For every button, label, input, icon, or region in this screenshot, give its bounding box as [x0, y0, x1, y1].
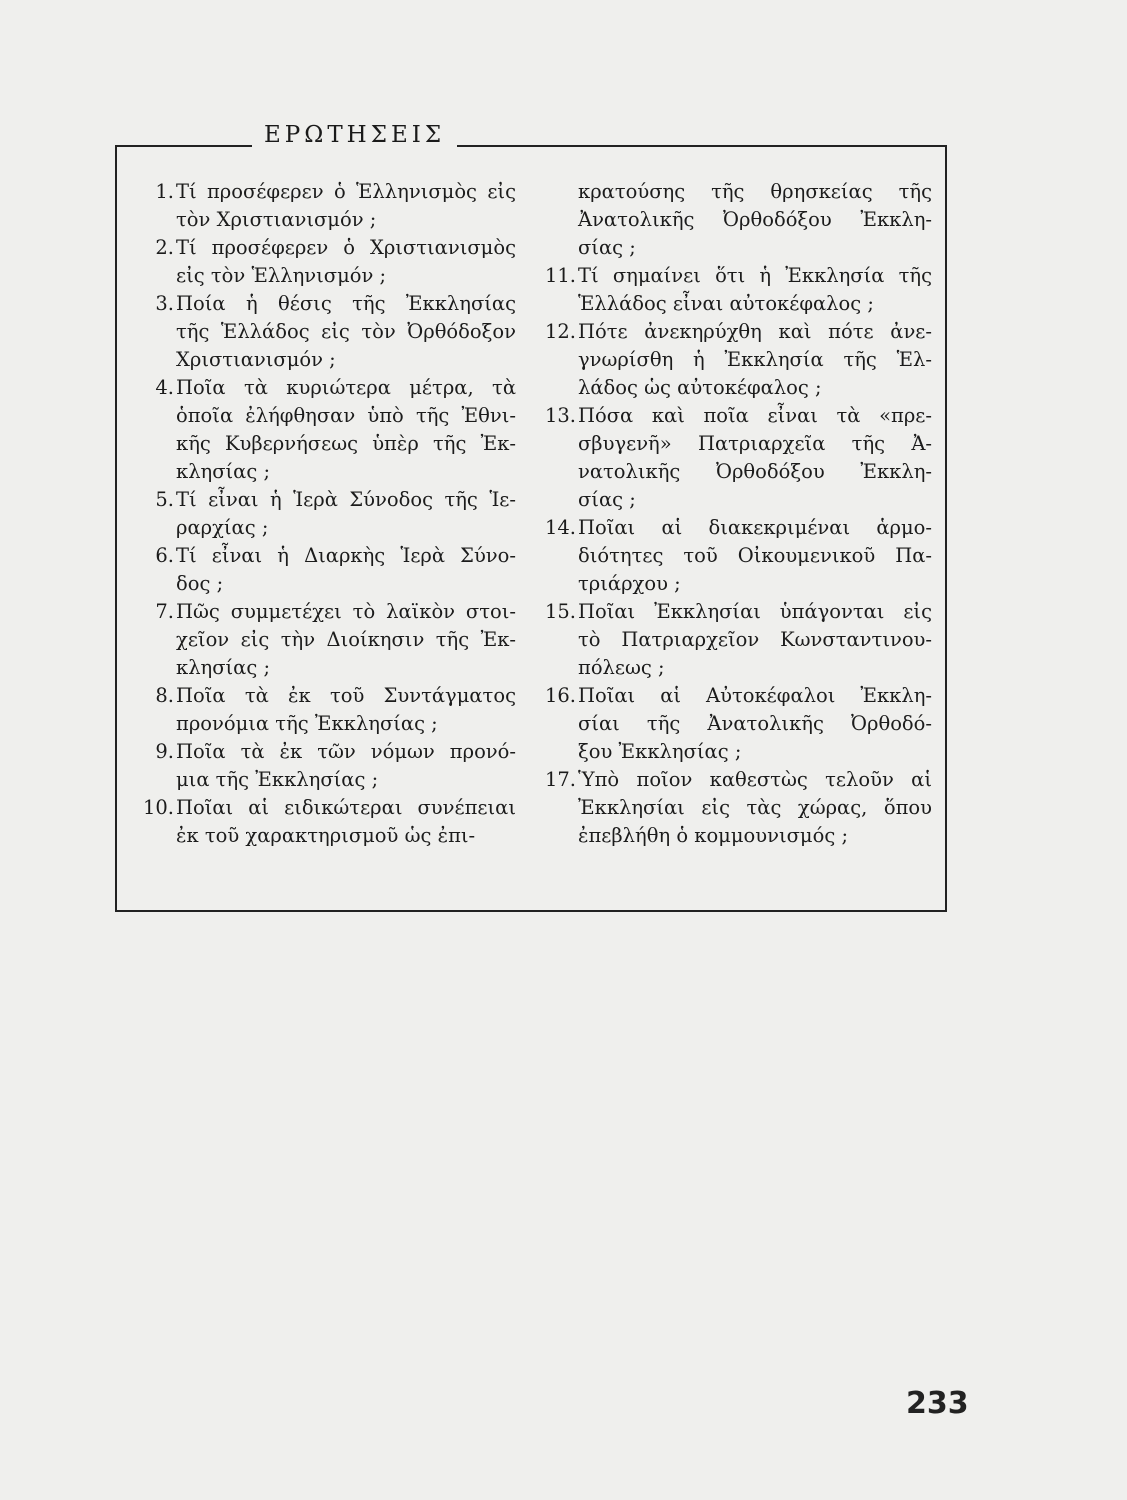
question-text-line: χεῖον εἰς τὴν Διοίκησιν τῆς Ἐκ- [176, 628, 516, 651]
question-text-line: Πόσα καὶ ποῖα εἶναι τὰ «πρε- [578, 404, 932, 427]
question-text-line: τὸν Χριστιανισμόν ; [176, 208, 377, 231]
question-item [130, 374, 516, 486]
question-number: 10. [142, 796, 174, 819]
question-item [532, 682, 932, 766]
question-text-line: Πῶς συμμετέχει τὸ λαϊκὸν στοι- [176, 600, 516, 623]
question-item [532, 178, 932, 262]
question-item [130, 542, 516, 598]
question-text-line: κρατούσης τῆς θρησκείας τῆς [578, 180, 932, 203]
question-text-line: Τί προσέφερεν ὁ Χριστιανισμὸς [176, 236, 516, 259]
question-text-line: Ποῖαι αἱ ειδικώτεραι συνέπειαι [176, 796, 516, 819]
question-text-line: τὸ Πατριαρχεῖον Κωνσταντινου- [578, 628, 932, 651]
question-text-line: Τί εἶναι ἡ Διαρκὴς Ἱερὰ Σύνο- [176, 544, 516, 567]
question-number: 9. [155, 740, 174, 763]
question-item [532, 262, 932, 318]
question-text-line: εἰς τὸν Ἑλληνισμόν ; [176, 264, 387, 287]
question-number: 1. [155, 180, 174, 203]
question-number: 13. [544, 404, 576, 427]
question-text-line: ἐκ τοῦ χαρακτηρισμοῦ ὡς ἐπι- [176, 824, 476, 847]
question-text-line: Ἑλλάδος εἶναι αὐτοκέφαλος ; [578, 292, 874, 315]
question-item [130, 794, 516, 850]
question-item [532, 598, 932, 682]
question-text-line: νατολικῆς Ὀρθοδόξου Ἐκκλη- [578, 460, 932, 483]
question-text-line: Ἐκκλησίαι εἰς τὰς χώρας, ὅπου [578, 796, 932, 819]
question-number: 2. [155, 236, 174, 259]
question-item [130, 178, 516, 234]
question-item [532, 318, 932, 402]
question-number: 15. [544, 600, 576, 623]
question-text-line: σίας ; [578, 236, 636, 259]
question-text-line: ραρχίας ; [176, 516, 269, 539]
question-text-line: Ποῖαι αἱ διακεκριμέναι ἁρμο- [578, 516, 932, 539]
question-text-line: Ποῖα τὰ ἐκ τοῦ Συντάγματος [176, 684, 516, 707]
question-text-line: Πότε ἀνεκηρύχθη καὶ πότε ἀνε- [578, 320, 932, 343]
question-number: 12. [544, 320, 576, 343]
question-item [532, 514, 932, 598]
question-item [532, 402, 932, 514]
questions-left-column [130, 178, 516, 850]
question-number: 14. [544, 516, 576, 539]
question-text-line: Ἀνατολικῆς Ὀρθοδόξου Ἐκκλη- [578, 208, 932, 231]
question-text-line: Τί εἶναι ἡ Ἱερὰ Σύνοδος τῆς Ἱε- [176, 488, 516, 511]
question-item [532, 766, 932, 850]
question-text-line: κλησίας ; [176, 460, 271, 483]
question-text-line: Ὑπὸ ποῖον καθεστὼς τελοῦν αἱ [578, 768, 932, 791]
question-text-line: προνόμια τῆς Ἐκκλησίας ; [176, 712, 438, 735]
question-text-line: πόλεως ; [578, 656, 665, 679]
questions-right-column [532, 178, 932, 850]
question-number: 16. [544, 684, 576, 707]
question-number: 17. [544, 768, 576, 791]
question-text-line: κλησίας ; [176, 656, 271, 679]
question-item [130, 234, 516, 290]
question-text-line: ἐπεβλήθη ὁ κομμουνισμός ; [578, 824, 849, 847]
question-text-line: κῆς Κυβερνήσεως ὑπὲρ τῆς Ἐκ- [176, 432, 516, 455]
question-item [130, 682, 516, 738]
question-text-line: ὁποῖα ἐλήφθησαν ὑπὸ τῆς Ἐθνι- [176, 404, 516, 427]
question-text-line: σίαι τῆς Ἀνατολικῆς Ὀρθοδό- [578, 712, 932, 735]
question-number: 11. [544, 264, 576, 287]
question-text-line: Ποία ἡ θέσις τῆς Ἐκκλησίας [176, 292, 516, 315]
question-text-line: Ποῖα τὰ ἐκ τῶν νόμων προνό- [176, 740, 516, 763]
question-number: 8. [155, 684, 174, 707]
question-text-line: Ποῖαι αἱ Αὐτοκέφαλοι Ἐκκλη- [578, 684, 932, 707]
question-item [130, 738, 516, 794]
question-text-line: μια τῆς Ἐκκλησίας ; [176, 768, 379, 791]
question-text-line: γνωρίσθη ἡ Ἐκκλησία τῆς Ἑλ- [578, 348, 932, 371]
question-text-line: Τί σημαίνει ὅτι ἡ Ἐκκλησία τῆς [578, 264, 932, 287]
question-text-line: Χριστιανισμόν ; [176, 348, 336, 371]
question-text-line: Ποῖαι Ἐκκλησίαι ὑπάγονται εἰς [578, 600, 932, 623]
question-item [130, 598, 516, 682]
question-text-line: ξου Ἐκκλησίας ; [578, 740, 742, 763]
question-number: 5. [155, 488, 174, 511]
question-item [130, 486, 516, 542]
question-number: 3. [155, 292, 174, 315]
question-number: 7. [155, 600, 174, 623]
question-text-line: Τί προσέφερεν ὁ Ἑλληνισμὸς εἰς [176, 180, 516, 203]
question-text-line: τριάρχου ; [578, 572, 681, 595]
question-text-line: διότητες τοῦ Οἰκουμενικοῦ Πα- [578, 544, 932, 567]
question-number: 4. [155, 376, 174, 399]
question-text-line: δος ; [176, 572, 224, 595]
page-number: 233 [906, 1386, 969, 1421]
page-title: ΕΡΩΤΗΣΕΙΣ [252, 122, 457, 148]
question-text-line: σίας ; [578, 488, 636, 511]
question-item [130, 290, 516, 374]
question-text-line: σβυγενῆ» Πατριαρχεῖα τῆς Ἀ- [578, 432, 932, 455]
question-number: 6. [155, 544, 174, 567]
question-text-line: λάδος ὡς αὐτοκέφαλος ; [578, 376, 822, 399]
question-text-line: τῆς Ἑλλάδος εἰς τὸν Ὀρθόδοξον [176, 320, 516, 343]
question-text-line: Ποῖα τὰ κυριώτερα μέτρα, τὰ [176, 376, 516, 399]
